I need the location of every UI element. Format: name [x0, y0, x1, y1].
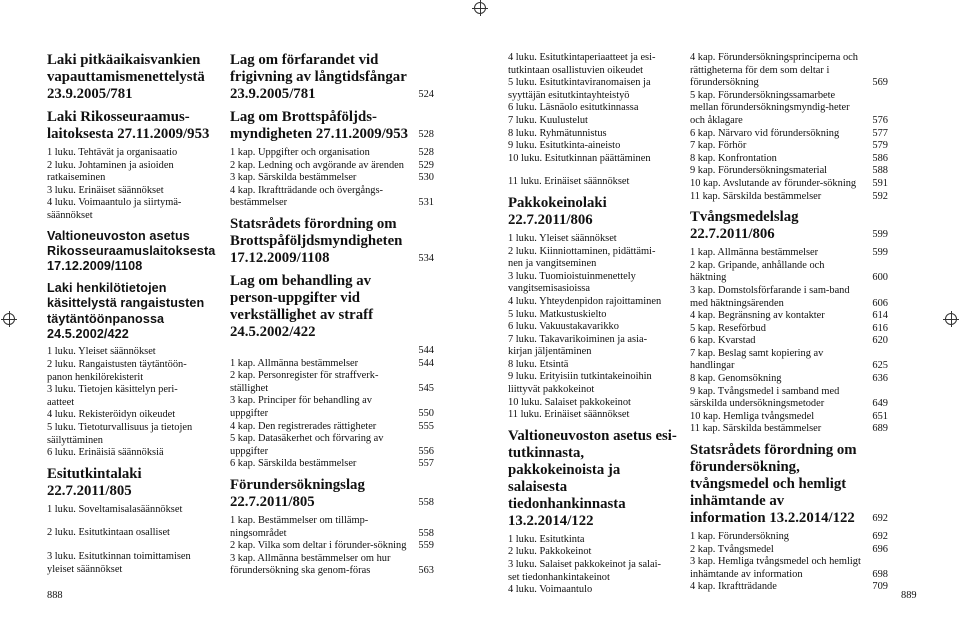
toc-entry	[47, 551, 225, 576]
toc-entry-title: 9 kap. Förundersökningsmaterial	[690, 165, 828, 177]
toc-entry-title: 4 luku. Voimaantulo	[508, 584, 593, 596]
toc-entry	[230, 185, 434, 210]
toc-entry-page: 625	[872, 360, 888, 372]
toc-entry	[690, 191, 888, 204]
toc-entry-title: 6 kap. Kvarstad	[690, 335, 756, 347]
toc-entry-title: 5 luku. Matkustuskielto	[508, 308, 607, 320]
toc-entry	[690, 140, 888, 153]
toc-entry-title: 6 luku. Vakuustakavarikko	[508, 321, 619, 333]
toc-entry	[690, 335, 888, 348]
toc-entry-page: 606	[872, 297, 888, 309]
toc-entry-title: 6 luku. Läsnäolo esitutkinnassa	[508, 102, 639, 114]
toc-entry-title: 6 kap. Särskilda bestämmelser	[230, 458, 357, 470]
toc-entry	[508, 102, 688, 115]
toc-entry-title: 3 luku. Salaiset pakkokeinot ja salai-set tiedonhankintakeinot	[508, 559, 661, 583]
toc-entry-page: 563	[418, 565, 434, 577]
spacer	[47, 516, 225, 527]
toc-heading	[230, 52, 434, 103]
toc-entry	[47, 346, 225, 359]
toc-entry-title: 10 luku. Esitutkinnan päättäminen	[508, 152, 651, 164]
toc-entry-page: 529	[418, 159, 434, 171]
toc-entry	[230, 358, 434, 371]
toc-entry-title: 9 kap. Tvångsmedel i samband med särskilda undersökningsmetoder	[690, 385, 840, 410]
toc-entry-title: Lag om behandling av person-uppgifter vid verkställighet av straff 24.5.2002/422	[230, 272, 374, 340]
toc-entry	[47, 422, 225, 447]
toc-entry-title: 4 kap. Den registrerades rättigheter	[230, 420, 377, 432]
toc-entry-title: Statsrådets förordning om förundersökning, tvångsmedel och hemligt inhämtande av information 13.2.2014/122	[690, 442, 857, 527]
toc-entry-title: 4 luku. Voimaantulo ja siirtymä-säännökset	[47, 197, 182, 221]
toc-entry-page: 614	[872, 310, 888, 322]
toc-entry-page: 577	[872, 127, 888, 139]
toc-entry	[508, 296, 688, 309]
toc-entry-title: 1 kap. Allmänna bestämmelser	[230, 357, 359, 369]
toc-entry-page: 557	[418, 458, 434, 470]
toc-entry-page: 599	[872, 229, 888, 241]
toc-entry-title: Valtioneuvoston asetus esi-tutkinnasta, pakkokeinoista ja salaisesta tiedonhankinnasta 13.2.2014/122	[508, 427, 677, 529]
toc-entry-title: 2 kap. Vilka som deltar i förunder-sökning	[230, 540, 407, 552]
toc-entry-title: 1 kap. Allmänna bestämmelser	[690, 247, 819, 259]
toc-entry	[47, 160, 225, 185]
toc-heading	[230, 109, 434, 143]
toc-entry-title: Esitutkintalaki 22.7.2011/805	[47, 465, 142, 499]
toc-heading	[47, 281, 225, 343]
toc-entry-title: 1 luku. Soveltamisalasäännökset	[47, 503, 183, 515]
toc-entry	[690, 323, 888, 336]
registration-mark-top-icon	[474, 2, 486, 14]
toc-entry-page: 544	[418, 357, 434, 369]
toc-entry-title: 8 kap. Genomsökning	[690, 373, 782, 385]
page-number-left: 888	[47, 590, 63, 601]
toc-entry	[690, 310, 888, 323]
toc-heading	[47, 466, 225, 500]
toc-entry	[47, 527, 225, 540]
toc-entry-title: 3 kap. Domstolsförfarande i sam-band med häktningsärenden	[690, 284, 850, 309]
toc-entry-page: 531	[418, 197, 434, 209]
toc-entry	[230, 458, 434, 471]
toc-entry	[690, 285, 888, 310]
toc-entry	[47, 359, 225, 384]
toc-entry-page: 586	[872, 152, 888, 164]
toc-entry	[230, 433, 434, 458]
toc-entry	[47, 147, 225, 160]
toc-entry	[508, 534, 688, 547]
toc-entry	[690, 348, 888, 373]
toc-heading	[47, 229, 225, 275]
toc-entry-title: 8 luku. Ryhmätunnistus	[508, 127, 607, 139]
toc-entry-title: 2 kap. Ledning och avgörande av ärenden	[230, 159, 404, 171]
toc-entry-page: 556	[418, 445, 434, 457]
toc-entry-title: 4 luku. Rekisteröidyn oikeudet	[47, 409, 176, 421]
toc-entry-title: 7 luku. Kuulustelut	[508, 114, 588, 126]
toc-entry	[690, 247, 888, 260]
toc-entry-page: 588	[872, 165, 888, 177]
toc-entry	[508, 52, 688, 77]
toc-entry	[230, 395, 434, 420]
toc-entry-page: 559	[418, 540, 434, 552]
toc-entry-page: 576	[872, 114, 888, 126]
toc-entry-page: 550	[418, 407, 434, 419]
toc-entry-title: 4 kap. Begränsning av kontakter	[690, 310, 825, 322]
toc-entry-title: 4 kap. Ikraftträdande och övergångs-bestämmelser	[230, 184, 384, 209]
toc-entry-title: Lag om förfarandet vid frigivning av långtidsfångar 23.9.2005/781	[230, 52, 407, 102]
toc-entry-title: 7 kap. Beslag samt kopiering av handlingar	[690, 347, 824, 372]
toc-entry-page: 649	[872, 398, 888, 410]
toc-entry-title: 2 luku. Kiinniottaminen, pidättämi-nen ja vangitseminen	[508, 245, 656, 270]
toc-heading	[508, 428, 688, 530]
toc-entry-title: 11 kap. Särskilda bestämmelser	[690, 423, 822, 435]
toc-entry	[690, 128, 888, 141]
spacer	[47, 540, 225, 551]
toc-entry	[690, 165, 888, 178]
toc-heading	[230, 273, 434, 341]
toc-entry-title: 5 kap. Datasäkerhet och förvaring av uppgifter	[230, 433, 384, 457]
toc-entry-page: 558	[418, 496, 434, 508]
toc-entry-page: 689	[872, 423, 888, 435]
toc-column-4	[690, 52, 888, 594]
toc-entry-title: 4 luku. Yhteydenpidon rajoittaminen	[508, 295, 662, 307]
toc-entry-page: 528	[418, 129, 434, 140]
toc-entry-title: 2 luku. Rangaistusten täytäntöön-panon henkilörekisterit	[47, 359, 187, 383]
toc-entry	[508, 409, 688, 422]
toc-entry-title: 1 kap. Förundersökning	[690, 531, 789, 543]
toc-entry-title: 4 kap. Ikraftträdande	[690, 581, 777, 593]
toc-entry-page: 530	[418, 172, 434, 184]
toc-entry-page: 524	[418, 89, 434, 100]
toc-entry	[230, 515, 434, 540]
toc-entry	[690, 260, 888, 285]
toc-entry-page: 651	[872, 410, 888, 422]
toc-entry-title: 1 luku. Yleiset säännökset	[47, 346, 156, 358]
toc-entry-title: 5 luku. Esitutkintaviranomaisen ja syyttäjän esitutkintayhteistyö	[508, 77, 651, 101]
toc-entry-title: 8 kap. Konfrontation	[690, 152, 777, 164]
toc-entry-title: 10 luku. Salaiset pakkokeinot	[508, 396, 631, 408]
toc-entry-title: 8 luku. Etsintä	[508, 358, 569, 370]
toc-entry-title: 1 luku. Yleiset säännökset	[508, 232, 617, 244]
toc-entry-title: 2 kap. Tvångsmedel	[690, 543, 774, 555]
toc-entry	[508, 271, 688, 296]
toc-entry	[47, 504, 225, 517]
toc-entry-title: 2 luku. Pakkokeinot	[508, 546, 592, 558]
toc-entry	[508, 559, 688, 584]
toc-entry-title: 3 luku. Tietojen käsittelyn peri-aatteet	[47, 384, 178, 408]
toc-entry	[230, 421, 434, 434]
page-number-right: 889	[901, 590, 917, 601]
toc-entry	[230, 345, 434, 358]
toc-entry-page: 620	[872, 335, 888, 347]
toc-entry-title: Statsrådets förordning om Brottspåföljdsmyndigheten 17.12.2009/1108	[230, 215, 403, 266]
toc-entry	[690, 90, 888, 128]
toc-heading	[690, 442, 888, 527]
toc-entry	[508, 321, 688, 334]
toc-entry-title: 3 kap. Allmänna bestämmelser om hur förundersökning ska genom-föras	[230, 552, 391, 577]
toc-entry-title: 4 kap. Förundersökningsprinciperna och rättigheterna för dem som deltar i förundersökning	[690, 52, 858, 89]
toc-heading	[230, 216, 434, 267]
toc-entry-title: 5 kap. Reseförbud	[690, 322, 766, 334]
toc-entry-title: 1 luku. Tehtävät ja organisaatio	[47, 147, 178, 158]
toc-entry	[47, 197, 225, 222]
toc-entry-title: Laki pitkäaikaisvankien vapauttamismenettelystä 23.9.2005/781	[47, 52, 205, 102]
toc-entry-title: 11 luku. Erinäiset säännökset	[508, 176, 630, 188]
toc-entry	[508, 334, 688, 359]
toc-entry	[508, 246, 688, 271]
toc-entry	[690, 411, 888, 424]
toc-entry	[508, 371, 688, 396]
toc-entry-title: Valtioneuvoston asetus Rikosseuraamuslaitoksesta 17.12.2009/1108	[47, 228, 216, 274]
toc-entry-page: 534	[418, 252, 434, 264]
toc-entry-title: 3 kap. Hemliga tvångsmedel och hemligt inhämtande av information	[690, 556, 861, 580]
toc-entry	[508, 77, 688, 102]
toc-entry-page: 544	[418, 344, 434, 356]
toc-entry	[47, 409, 225, 422]
toc-entry-title: Lag om Brottspåföljds-myndigheten 27.11.2009/953	[230, 109, 408, 142]
toc-entry-title: 7 kap. Förhör	[690, 140, 747, 152]
toc-column-2	[230, 52, 434, 578]
toc-entry	[690, 178, 888, 191]
toc-entry-title: 5 kap. Förundersökningssamarbete mellan förundersökningsmyndig-heter och åklagare	[690, 89, 850, 126]
toc-entry	[508, 115, 688, 128]
toc-entry-title: 4 luku. Esitutkintaperiaatteet ja esi-tutkintaan osallistuvien oikeudet	[508, 52, 656, 76]
toc-entry-page: 555	[418, 420, 434, 432]
toc-entry-title: Laki henkilötietojen käsittelystä rangaistusten täytäntöönpanossa 24.5.2002/422	[47, 280, 205, 341]
toc-entry	[508, 309, 688, 322]
toc-heading	[47, 52, 225, 103]
toc-entry-title: 9 luku. Esitutkinta-aineisto	[508, 140, 621, 152]
toc-entry-page: 709	[872, 581, 888, 593]
toc-entry-title: 10 kap. Hemliga tvångsmedel	[690, 410, 815, 422]
toc-entry	[690, 423, 888, 436]
registration-mark-left-icon	[3, 313, 15, 325]
toc-entry-title: Tvångsmedelslag 22.7.2011/806	[690, 209, 799, 243]
toc-entry-title: 11 luku. Erinäiset säännökset	[508, 409, 630, 421]
toc-entry	[508, 584, 688, 597]
toc-entry-title: 3 luku. Esitutkinnan toimittamisen yleiset säännökset	[47, 550, 191, 575]
toc-entry	[508, 233, 688, 246]
toc-entry-title: 2 luku. Johtaminen ja asioiden ratkaiseminen	[47, 159, 174, 184]
toc-entry-title: 11 kap. Särskilda bestämmelser	[690, 190, 822, 202]
toc-entry-page: 692	[872, 513, 888, 525]
toc-entry-page: 591	[872, 177, 888, 189]
toc-entry-page: 558	[418, 527, 434, 539]
toc-entry-page: 569	[872, 77, 888, 89]
toc-entry-page: 600	[872, 272, 888, 284]
toc-entry-title: 10 kap. Avslutande av förunder-sökning	[690, 177, 857, 189]
toc-entry	[508, 546, 688, 559]
toc-entry	[690, 556, 888, 581]
toc-entry-title: 2 luku. Esitutkintaan osalliset	[47, 527, 170, 539]
toc-entry-page: 698	[872, 568, 888, 580]
toc-entry	[508, 153, 688, 166]
toc-entry	[690, 531, 888, 544]
toc-entry	[508, 128, 688, 141]
toc-entry	[47, 384, 225, 409]
toc-entry-title: 6 luku. Erinäisiä säännöksiä	[47, 447, 164, 459]
toc-entry-title: 6 kap. Närvaro vid förundersökning	[690, 127, 840, 139]
toc-column-1	[47, 52, 225, 576]
toc-entry-page: 696	[872, 543, 888, 555]
toc-heading	[230, 477, 434, 511]
toc-entry	[690, 373, 888, 386]
toc-entry	[508, 140, 688, 153]
toc-entry-title: 5 luku. Tietoturvallisuus ja tietojen säilyttäminen	[47, 421, 193, 446]
toc-entry	[230, 553, 434, 578]
toc-entry	[690, 52, 888, 90]
toc-entry-title: 3 kap. Särskilda bestämmelser	[230, 172, 357, 184]
toc-entry-title: Pakkokeinolaki 22.7.2011/806	[508, 194, 607, 228]
toc-entry-title: Förundersökningslag 22.7.2011/805	[230, 476, 365, 510]
toc-entry-title: 1 kap. Uppgifter och organisation	[230, 147, 370, 158]
toc-entry-title: 3 luku. Erinäiset säännökset	[47, 184, 164, 196]
toc-entry-title: 2 kap. Gripande, anhållande och häktning	[690, 259, 825, 284]
toc-entry	[690, 153, 888, 166]
toc-entry	[508, 176, 688, 189]
toc-entry-title: 3 luku. Tuomioistuinmenettely vangitsemisasioissa	[508, 270, 636, 295]
toc-entry-page: 528	[418, 147, 434, 158]
toc-entry	[690, 544, 888, 557]
toc-heading	[690, 209, 888, 243]
toc-entry-title: 7 luku. Takavarikoiminen ja asia-kirjan jäljentäminen	[508, 333, 648, 358]
toc-entry-title: 1 luku. Esitutkinta	[508, 533, 585, 545]
toc-entry-page: 545	[418, 382, 434, 394]
toc-entry-title: 3 kap. Principer för behandling av uppgifter	[230, 395, 372, 419]
toc-entry-page: 599	[872, 247, 888, 259]
toc-entry-page: 636	[872, 373, 888, 385]
toc-entry	[508, 397, 688, 410]
toc-entry	[47, 447, 225, 460]
toc-entry-title: 9 luku. Erityisiin tutkintakeinoihin liittyvät pakkokeinot	[508, 371, 652, 396]
toc-entry	[230, 370, 434, 395]
toc-entry-page: 579	[872, 140, 888, 152]
toc-entry-title: 2 kap. Personregister för straffverk-ställighet	[230, 370, 379, 394]
toc-entry	[690, 581, 888, 594]
toc-entry-title: Laki Rikosseuraamus-laitoksesta 27.11.2009/953	[47, 109, 210, 142]
toc-entry	[508, 359, 688, 372]
toc-heading	[47, 109, 225, 143]
toc-entry	[690, 386, 888, 411]
toc-entry-page: 616	[872, 322, 888, 334]
toc-entry-page: 592	[872, 190, 888, 202]
toc-entry-page: 692	[872, 531, 888, 543]
toc-column-3	[508, 52, 688, 597]
toc-entry	[230, 172, 434, 185]
toc-heading	[508, 195, 688, 229]
toc-entry	[230, 540, 434, 553]
registration-mark-right-icon	[945, 313, 957, 325]
toc-entry-title: 1 kap. Bestämmelser om tillämp-ningsområdet	[230, 514, 369, 539]
toc-entry	[230, 160, 434, 173]
spacer	[508, 165, 688, 176]
toc-entry	[230, 147, 434, 160]
toc-entry	[47, 185, 225, 198]
